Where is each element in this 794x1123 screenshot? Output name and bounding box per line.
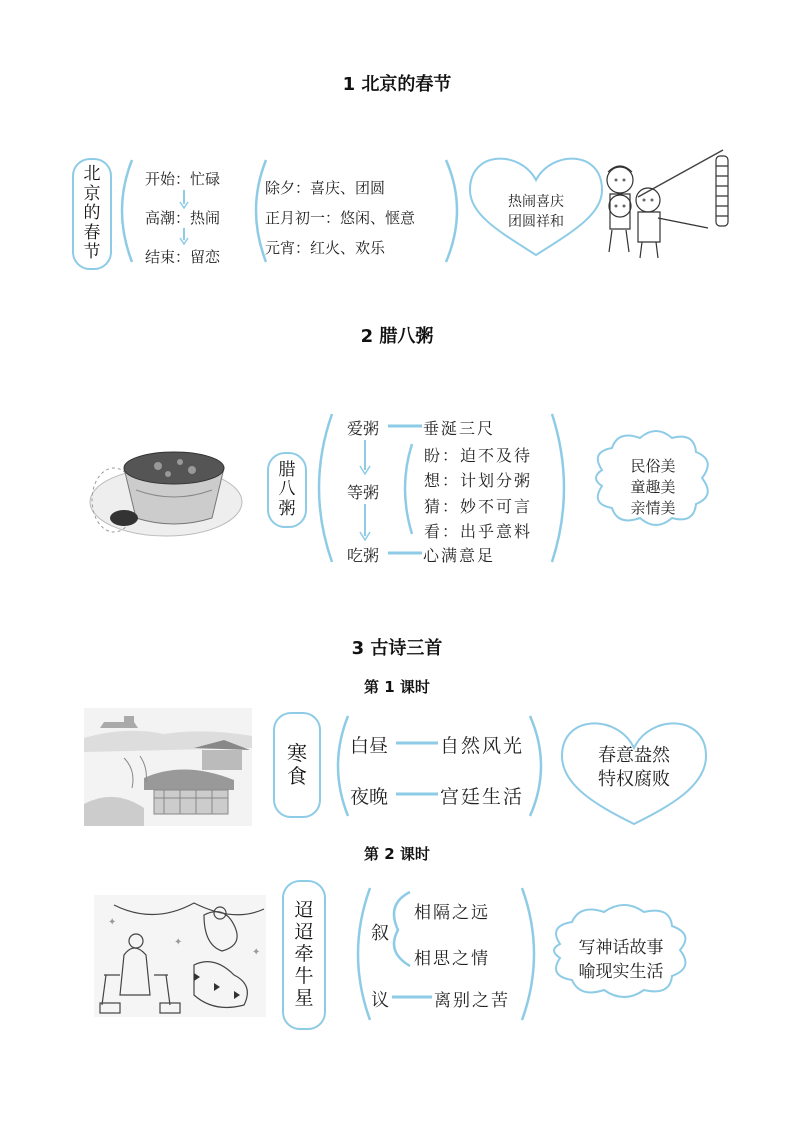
- summary-line: 写神话故事: [578, 938, 664, 958]
- topic-char: 寒: [287, 741, 307, 765]
- summary-line: 喻现实生活: [578, 962, 664, 982]
- summary-line: 民俗美: [630, 457, 676, 475]
- stage-label: 开始：: [145, 170, 191, 188]
- wait-label: 等粥: [347, 483, 380, 502]
- row-day-right: 自然风光: [440, 735, 525, 757]
- period1-subtitle: 第 1 课时: [364, 678, 430, 696]
- svg-text:✦: ✦: [174, 937, 183, 948]
- wait-item: 猜：妙不可言: [424, 497, 533, 516]
- topic-char: 星: [294, 986, 314, 1009]
- svg-text:✦: ✦: [252, 947, 261, 958]
- day-first: 正月初一：悠闲、惬意: [265, 209, 416, 227]
- topic-char: 春: [83, 222, 101, 243]
- topic-char: 北: [83, 164, 101, 185]
- day-lantern: 元宵：红火、欢乐: [265, 239, 386, 257]
- wait-item: 盼：迫不及待: [424, 446, 533, 465]
- stage-label: 高潮：: [145, 209, 191, 227]
- summary-line: 团圆祥和: [508, 214, 564, 230]
- discuss-label: 议: [371, 990, 389, 1011]
- summary-line: 热闹喜庆: [508, 194, 564, 210]
- lesson3-title: 3 古诗三首: [351, 638, 443, 659]
- topic-char: 八: [278, 479, 296, 500]
- topic-char: 迢: [294, 899, 314, 922]
- day-eve: 除夕：喜庆、团圆: [265, 179, 386, 197]
- stage-label: 结束：: [145, 248, 191, 266]
- wait-item: 看：出乎意料: [424, 522, 533, 541]
- period2-summary: [566, 936, 676, 984]
- narrate-item: 相隔之远: [414, 903, 490, 923]
- topic-char: 迢: [294, 921, 314, 944]
- narrate-label: 叙: [371, 923, 389, 944]
- eat-value: 心满意足: [423, 546, 496, 565]
- summary-line: 春意盎然: [598, 745, 670, 766]
- topic-char: 食: [287, 764, 307, 788]
- lesson1-title: 1 北京的春节: [342, 74, 452, 95]
- love-label: 爱粥: [347, 419, 380, 438]
- stage-value: 留恋: [190, 248, 221, 266]
- discuss-value: 离别之苦: [434, 991, 510, 1011]
- stage-value: 热闹: [190, 209, 221, 227]
- stage-value: 忙碌: [190, 170, 221, 188]
- eat-label: 吃粥: [347, 546, 380, 565]
- topic-char: 牵: [294, 943, 314, 966]
- narrate-item: 相思之情: [414, 949, 490, 969]
- topic-char: 牛: [294, 964, 314, 987]
- topic-char: 腊: [278, 459, 296, 480]
- topic-char: 京: [83, 183, 101, 204]
- summary-line: 亲情美: [630, 499, 676, 517]
- topic-char: 粥: [278, 498, 296, 519]
- topic-char: 节: [83, 242, 101, 263]
- summary-line: 特权腐败: [598, 769, 670, 790]
- summary-line: 童趣美: [630, 478, 676, 496]
- love-value: 垂涎三尺: [423, 419, 496, 438]
- row-night-right: 宫廷生活: [440, 786, 525, 808]
- lesson2-title: 2 腊八粥: [360, 326, 434, 347]
- topic-char: 的: [83, 203, 101, 224]
- svg-text:✦: ✦: [108, 917, 117, 928]
- period2-subtitle: 第 2 课时: [364, 845, 430, 863]
- row-night-left: 夜晚: [350, 786, 389, 808]
- wait-item: 想：计划分粥: [424, 471, 533, 490]
- row-day-left: 白昼: [350, 735, 389, 757]
